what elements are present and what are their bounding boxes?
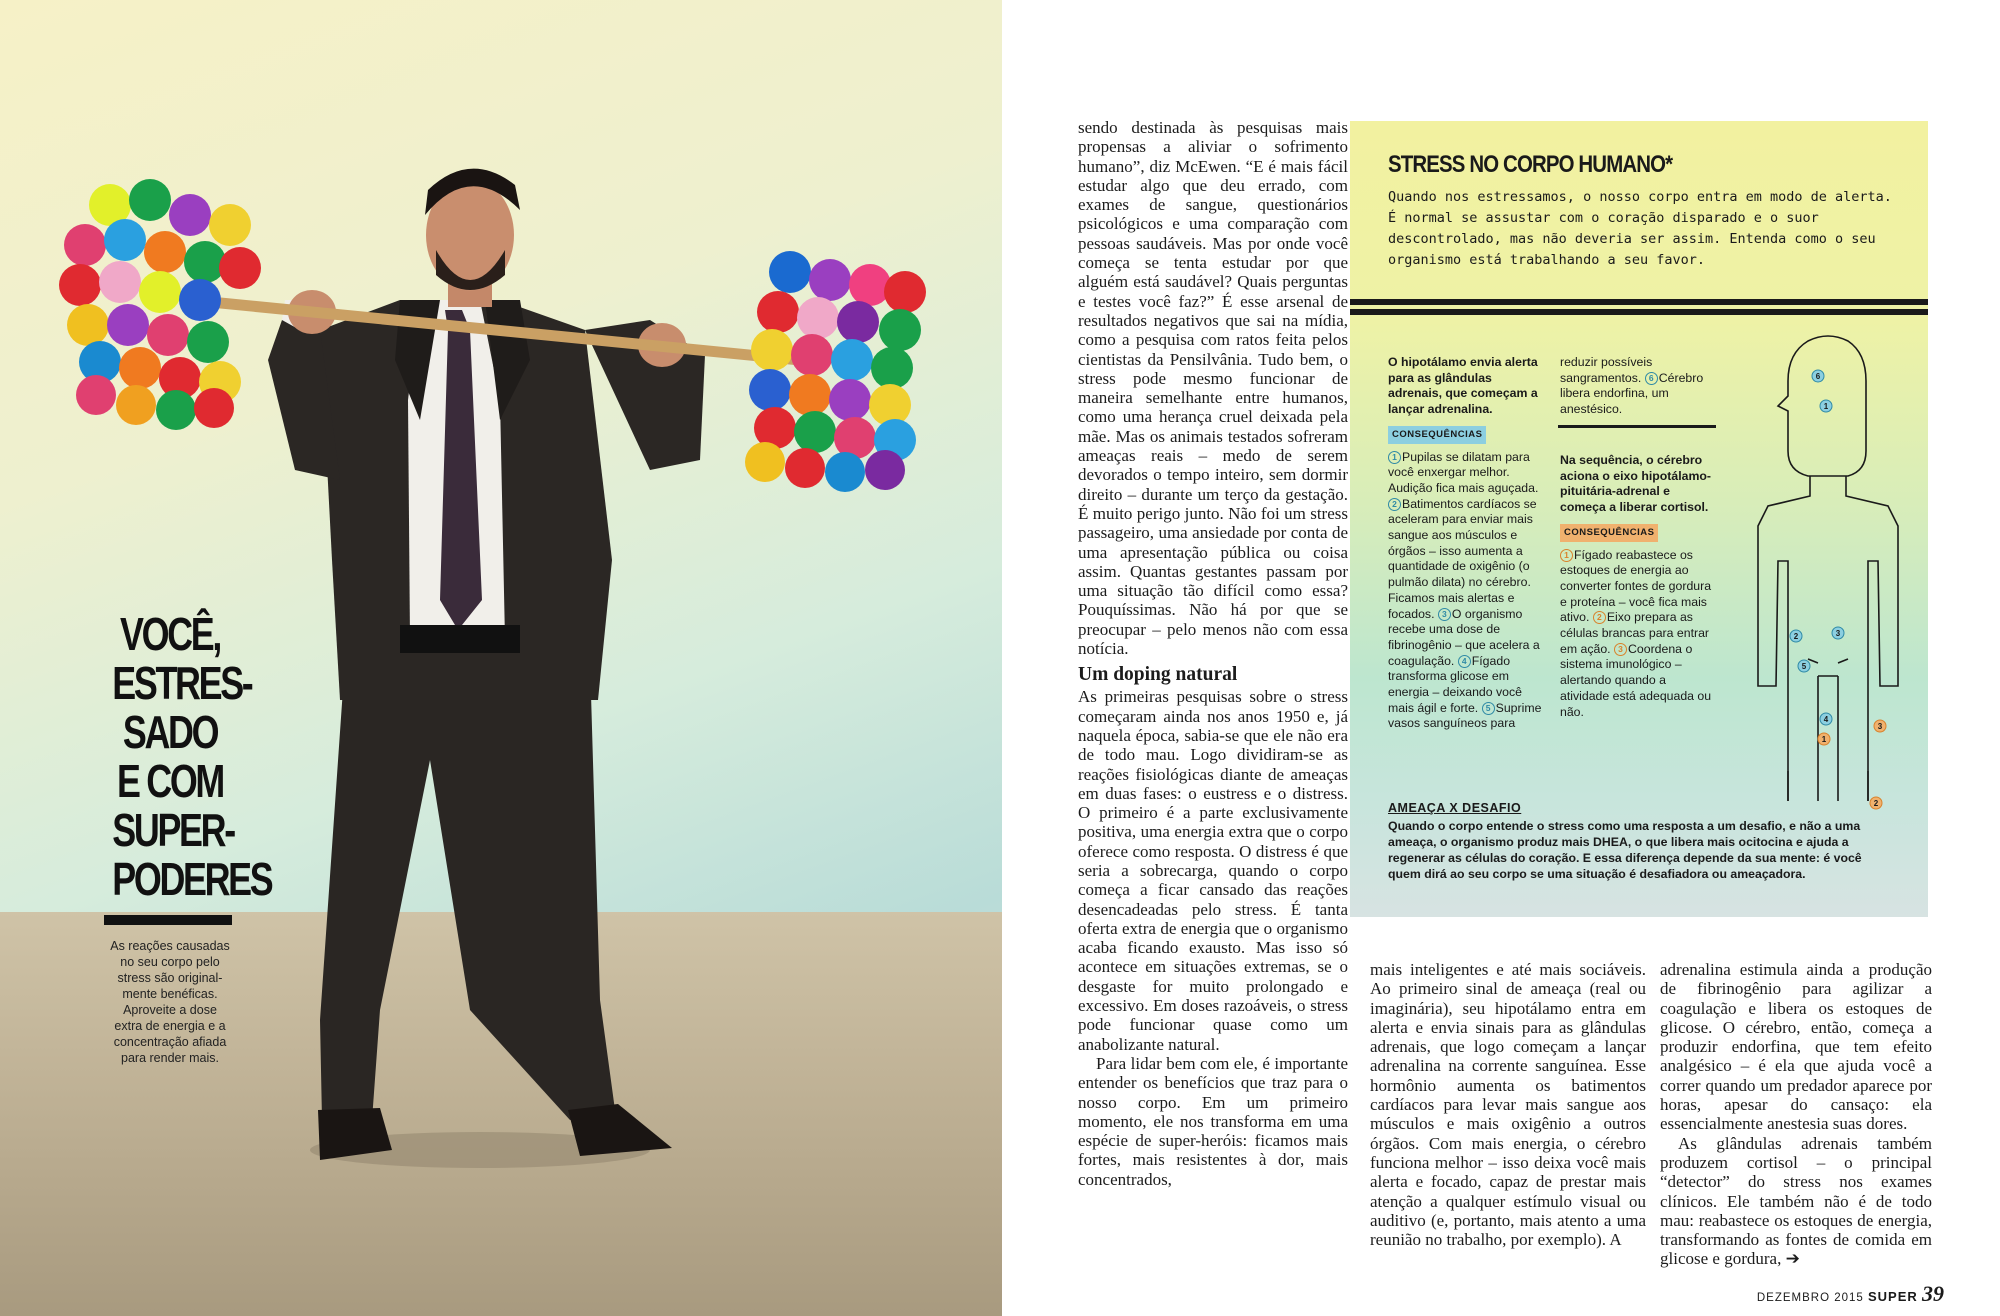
caption-line: mente benéficas. [122, 987, 218, 1001]
consequence-text: Coordena o sistema imunológico – alertando quando a atividade está adequada ou não. [1560, 641, 1712, 719]
consequence-text: Pupilas se dilatam para você enxergar melhor. Audição fica mais aguçada. [1388, 449, 1539, 495]
infographic-heading: O hipotálamo envia alerta para as glândulas adrenais, que começam a lançar adrenalina. [1388, 355, 1538, 417]
headline-line: PODERES [112, 853, 272, 905]
ameaca-desafio-text: Quando o corpo entende o stress como uma resposta a um desafio, e não a uma ameaça, o organismo produz mais DHEA, o que libera mais ocitocina e ajuda a regenerar as células do coração. E essa diferença depende da sua mente: é você quem dirá ao seu corpo se uma situação é desafiadora ou ameaçadora. [1388, 819, 1862, 881]
caption-line: As reações causadas [110, 939, 230, 953]
headline-line: SUPER- [112, 804, 234, 856]
caption-line: stress são original- [117, 971, 223, 985]
figure-marker: 1 [1821, 735, 1827, 744]
caption-line: Aproveite a dose [123, 1003, 217, 1017]
consequence-text: Eixo prepara as células brancas para entrar em ação. [1560, 610, 1710, 656]
marker-icon: 1 [1388, 451, 1401, 464]
page-footer [1757, 1281, 1944, 1307]
article-paragraph: mais inteligentes e até mais sociáveis. Ao primeiro sinal de ameaça (real ou imaginária), seu hipotálamo entra em alerta e envia sinais para as glândulas adrenais, que logo começam a lançar adrenalina na corrente sanguínea. Esse hormônio aumenta os batimentos cardíacos para levar mais sangue aos músculos e mais oxigênio a outros órgãos. Com mais energia, o cérebro funciona melhor – isso deixa você mais alerta e focado, capaz de prestar mais atenção a qualquer estímulo visual ou auditivo (e, portanto, mais atento a uma reunião no trabalho, por exemplo). A [1370, 960, 1646, 1250]
headline-line: E COM [117, 755, 223, 807]
figure-marker: 3 [1877, 722, 1883, 731]
marker-icon: 6 [1645, 372, 1658, 385]
headline-line: SADO [122, 706, 218, 758]
figure-marker: 3 [1835, 629, 1841, 638]
waist-lines [1808, 659, 1848, 663]
article-column-3 [1660, 960, 1932, 1270]
figure-marker-extra [1865, 711, 1895, 741]
consequence-text: Suprime vasos sanguíneos para [1388, 700, 1542, 731]
continue-arrow-icon: ➔ [1785, 1249, 1800, 1270]
magazine-name: SUPER [1868, 1289, 1918, 1304]
infographic-heading: Na sequência, o cérebro aciona o eixo hipotálamo-pituitária-adrenal e começa a liberar cortisol. [1560, 453, 1712, 515]
consequences-tag: CONSEQUÊNCIAS [1560, 524, 1658, 542]
marker-icon: 3 [1614, 643, 1627, 656]
headline-divider [104, 915, 232, 925]
marker-icon: 3 [1438, 608, 1451, 621]
headline-line: VOCÊ, [120, 608, 220, 660]
consequence-text: Batimentos cardíacos se aceleram para enviar mais sangue aos músculos e órgãos – isso aumenta a quantidade de oxigênio (o pulmão dilata) no cérebro. Ficamos mais alertas e focados. [1388, 496, 1537, 621]
marker-icon: 1 [1560, 549, 1573, 562]
article-paragraph: Para lidar bem com ele, é importante entender os benefícios que traz para o nosso corpo. Em um primeiro momento, ele nos transforma em uma espécie de super-heróis: ficamos mais fortes, mais resistentes à dor, mais concentrados, [1078, 1053, 1348, 1189]
consequence-text: reduzir possíveis sangramentos. [1560, 355, 1653, 385]
infographic-column-cortisol [1560, 355, 1718, 418]
issue-date: DEZEMBRO 2015 [1756, 1292, 1864, 1304]
consequences-tag: CONSEQUÊNCIAS [1388, 426, 1486, 444]
figure-marker: 5 [1801, 662, 1807, 671]
consequence-text: O organismo recebe uma dose de fibrinogênio – que acelera a coagulação. [1388, 606, 1540, 668]
body-outline-right [1846, 476, 1898, 801]
consequence-text: Fígado transforma glicose em energia – deixando você mais ágil e forte. [1388, 653, 1522, 715]
article-paragraph: sendo destinada às pesquisas mais propensas a aliviar o sofrimento humano”, diz McEwen. “E é mais fácil estudar algo que deu errado, com exames de sangue, questionários psicológicos e uma comparação com pessoas saudáveis. Mas por onde você começa se tenta estudar por que alguém está saudável? Quais perguntas e testes você faz?” É esse arsenal de resultados negativos que sai na mídia, como a pesquisa com ratos feita pelos cientistas da Pensilvânia. Tudo bem, o stress pode mesmo funcionar de maneira semelhante entre humanos, como uma herança cruel deixada pela mãe. Mas os animais testados sofreram ameaças reais – medo de serem devorados o tempo inteiro, sem dormir direito – durante um terço da gestação. É muito perigo junto. Não foi um stress passageiro, uma ansiedade por conta de uma apresentação pública ou coisa assim. Quantas gestantes passam por uma situação tão difícil como essa? Pouquíssimas. Não há por que se preocupar – pelo menos não com essa notícia. [1078, 118, 1348, 659]
article-paragraph-text: As glândulas adrenais também produzem cortisol – o principal “detector” do stress nos exames clínicos. Ele também não é de todo mau: reabastece os estoques de energia, transformando as fontes de comida em glicose e gordura, [1660, 1133, 1932, 1269]
article-paragraph: adrenalina estimula ainda a produção de fibrinogênio para agilizar a coagulação e libera os estoques de glicose. O cérebro, então, começa a produzir endorfina, que tem efeito analgésico – é ela que ajuda você a correr quando um predador aparece por horas, apesar do cansaço: ela essencialmente anestesia suas dores. [1660, 960, 1932, 1134]
caption-line: extra de energia e a [114, 1019, 226, 1033]
marker-icon: 2 [1388, 498, 1401, 511]
consequence-text: Fígado reabastece os estoques de energia ao converter fontes de gordura e proteína – você fica mais ativo. [1560, 547, 1712, 625]
ameaca-desafio-title: AMEAÇA X DESAFIO [1388, 801, 1522, 815]
column-divider [1558, 425, 1716, 428]
stripe-divider [1350, 299, 1928, 305]
infographic-title: STRESS NO CORPO HUMANO* [1388, 151, 1673, 178]
marker-icon: 5 [1482, 702, 1495, 715]
infographic-intro: Quando nos estressamos, o nosso corpo entra em modo de alerta. É normal se assustar com o coração disparado e o suor descontrolado, mas não deveria ser assim. Entenda como o seu organismo está trabalhando a seu favor. [1388, 189, 1892, 268]
headline [112, 608, 272, 905]
figure-marker: 2 [1793, 632, 1799, 641]
stripe-divider [1350, 309, 1928, 315]
article-paragraph: As primeiras pesquisas sobre o stress começaram ainda nos anos 1950 e, já naquela época, sabia-se que ele não era de todo mau. Logo dividiram-se as reações fisiológicas diante de ameaças em duas fases: o eustress e o distress. O primeiro é a parte exclusivamente positiva, uma energia extra que o corpo oferece como resposta. O distress é que seria a sobrecarga, quando o corpo começa a ficar cansado das reações desencadeadas pelo stress. É tanta oferta extra de energia que o organismo acaba ficando exausto. Mas isso só acontece em situações extremas, se o desgaste for muito prolongado e excessivo. Em doses razoáveis, o stress pode funcionar quase como um anabolizante natural. [1078, 687, 1348, 1054]
headline-line: ESTRES- [112, 657, 252, 709]
article-subhead: Um doping natural [1078, 664, 1238, 686]
infographic-column-adrenaline [1388, 355, 1543, 732]
stress-infographic [1350, 121, 1928, 917]
article-column-1 [1078, 118, 1348, 1189]
body-outline-left [1758, 476, 1810, 801]
article-column-2 [1370, 960, 1646, 1249]
caption-line: para render mais. [121, 1051, 219, 1065]
figure-marker: 4 [1823, 715, 1829, 724]
figure-marker: 2 [1873, 799, 1879, 808]
marker-icon: 2 [1593, 611, 1606, 624]
marker-icon: 4 [1458, 655, 1471, 668]
figure-marker: 6 [1815, 372, 1821, 381]
page-number: 39 [1922, 1281, 1944, 1306]
caption-line: no seu corpo pelo [120, 955, 220, 969]
figure-marker: 1 [1823, 402, 1829, 411]
infographic-column-cortisol-consequences [1560, 453, 1718, 720]
headline-caption [102, 938, 238, 1066]
consequence-text: Cérebro libera endorfina, um anestésico. [1560, 370, 1704, 417]
article-paragraph [1660, 1134, 1932, 1270]
caption-line: concentração afiada [113, 1035, 227, 1049]
